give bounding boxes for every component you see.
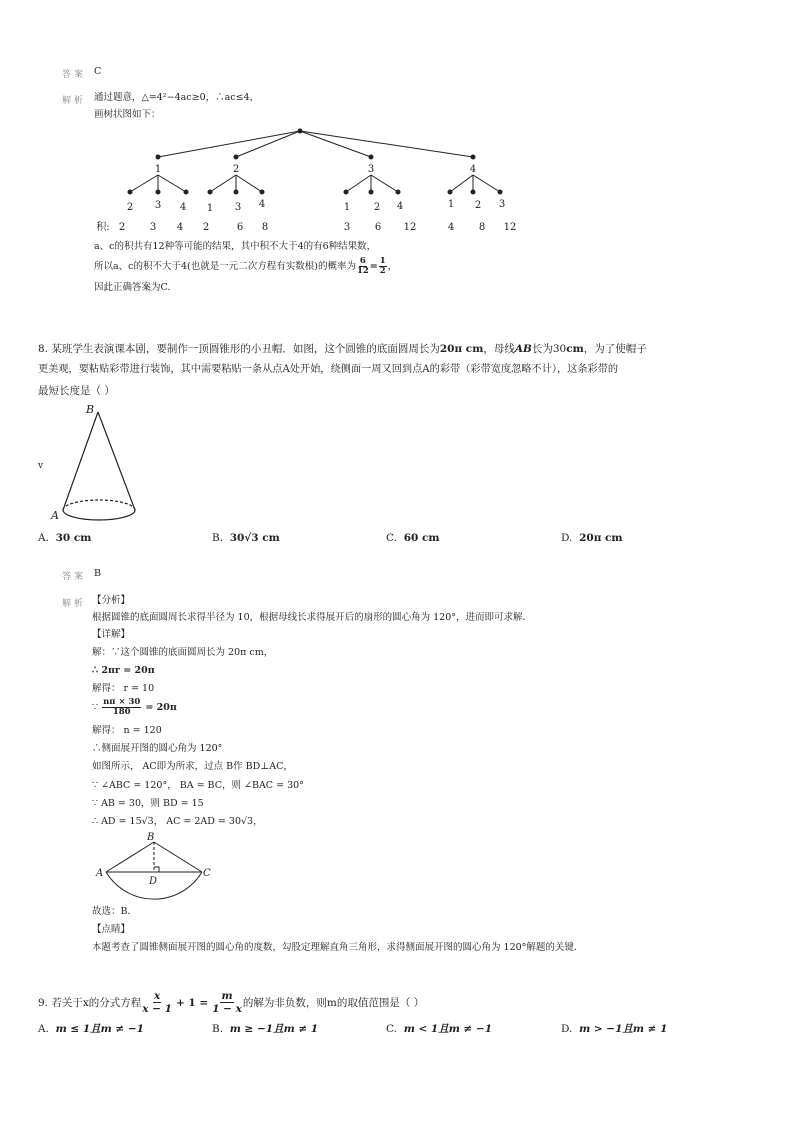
option-a[interactable]: A. 30 cm	[38, 532, 92, 544]
solution-line: ∴ 2πr = 20π	[92, 665, 155, 676]
tree-l2-node: 1	[343, 202, 351, 213]
option-a[interactable]: A. m ≤ 1且m ≠ −1	[38, 1023, 144, 1035]
option-b[interactable]: B. m ≥ −1且m ≠ 1	[212, 1023, 319, 1035]
tree-l2-node: 2	[474, 200, 482, 211]
option-c[interactable]: C. 60 cm	[386, 532, 440, 544]
solution-line: 根据圆锥的底面圆周长求得半径为 10，根据母线长求得展开后的扇形的圆心角为 120°，进而即可求解．	[92, 612, 533, 623]
probability-fraction-simplified: $\frac{1}{2}$	[379, 256, 386, 276]
product-value: 12	[503, 222, 517, 233]
question-9-suffix: 的解为非负数，则m的取值范围是（ ）	[242, 996, 425, 1009]
tree-l2-node: 3	[154, 200, 162, 211]
product-value: 4	[176, 222, 184, 233]
solution-line: ∴侧面展开图的圆心角为 120°	[92, 743, 223, 754]
analysis-probability-line	[94, 257, 397, 276]
tree-l1-node: 1	[154, 164, 162, 175]
product-value: 12	[403, 222, 417, 233]
product-value: 8	[478, 222, 486, 233]
cone-slant-left	[63, 412, 98, 510]
solution-line: 【详解】	[92, 629, 131, 640]
tree-l1-node: 3	[367, 164, 375, 175]
probability-text: 所以a、c的积不大于4(也就是一元二次方程有实数根)的概率为	[94, 260, 356, 272]
product-value: 4	[447, 222, 455, 233]
question-8-stem-line1: 8. 某班学生表演课本剧，要制作一顶圆锥形的小丑帽．如图，这个圆锥的底面圆周长为20π cm，母线AB长为30cm，为了使帽子	[38, 343, 647, 355]
fraction-x-over-x-minus-1: $\frac{x}{x - 1}$	[142, 990, 172, 1015]
fig-label-D: D	[149, 876, 158, 887]
solution-fraction-line	[92, 698, 177, 717]
analysis-line: 通过题意，△=4²−4ac≥0，∴ac≤4，	[94, 92, 260, 103]
tree-l2-node: 4	[179, 202, 187, 213]
punctuation: ，	[387, 260, 398, 272]
equation-middle: + 1 =	[175, 996, 209, 1009]
tree-l2-node: 1	[206, 203, 214, 214]
solution-line: ∵ ∠ABC = 120°， BA = BC，则 ∠BAC = 30°	[92, 780, 304, 791]
question-9-stem	[38, 990, 424, 1015]
option-d[interactable]: D. 20π cm	[561, 532, 623, 544]
right-angle-mark	[154, 867, 159, 872]
solution-line: ∴ AD = 15√3， AC = 2AD = 30√3，	[92, 816, 263, 827]
solution-line: 解得： r = 10	[92, 683, 155, 694]
fig-label-C: C	[203, 868, 211, 879]
solution-line: 解：∵这个圆锥的底面圆周长为 20π cm，	[92, 647, 274, 658]
side-mark: v	[38, 461, 44, 471]
tree-l2-node: 2	[373, 202, 381, 213]
analysis-line: a、c的积共有12种等可能的结果，其中积不大于4的有6种结果数，	[94, 241, 377, 252]
answer-label: 答案	[62, 572, 87, 582]
solution-line: 【点睛】	[92, 924, 131, 935]
solution-line: ∵ AB = 30，则 BD = 15	[92, 798, 204, 809]
fig-label-B: B	[147, 832, 155, 843]
probability-fraction: $\frac{6}{12}$	[356, 256, 369, 276]
cone-slant-right	[98, 412, 135, 510]
tree-l2-node: 2	[126, 202, 134, 213]
tree-l2-node: 1	[447, 199, 455, 210]
product-value: 3	[343, 222, 351, 233]
solution-line: 【分析】	[92, 595, 131, 606]
product-value: 2	[202, 222, 210, 233]
question-8-stem-line2: 更美观，要粘贴彩带进行装饰，其中需要粘贴一条从点A处开始，绕侧面一周又回到点A的彩带（彩带宽度忽略不计），这条彩带的	[38, 364, 619, 375]
fig-label-A: A	[96, 868, 104, 879]
fraction-rhs: = 20π	[145, 701, 177, 713]
solution-line: 解得： n = 120	[92, 725, 162, 736]
cone-figure	[48, 400, 158, 528]
product-value: 6	[374, 222, 382, 233]
answer-value: C	[94, 66, 102, 77]
tree-l1-node: 2	[232, 164, 240, 175]
answer-label: 答案	[62, 70, 87, 80]
tree-diagram	[90, 125, 540, 235]
sector-fraction: $\frac{n\pi \times 30}{180}$	[103, 697, 141, 717]
question-8-stem-line3: 最短长度是（ ）	[38, 385, 115, 397]
product-value: 2	[118, 222, 126, 233]
sector-radius-BC	[154, 842, 202, 872]
cone-base-front	[63, 510, 135, 520]
option-b[interactable]: B. 30√3 cm	[212, 532, 280, 544]
solution-line: 如图所示， AC即为所求，过点 B作 BD⊥AC，	[92, 761, 293, 772]
option-c[interactable]: C. m < 1且m ≠ −1	[386, 1023, 493, 1035]
solution-line: 故选：B．	[92, 906, 137, 917]
analysis-label: 解析	[62, 96, 87, 106]
equals-sign: =	[369, 260, 378, 272]
product-value: 3	[149, 222, 157, 233]
answer-value: B	[94, 568, 101, 579]
tree-l2-node: 3	[234, 202, 242, 213]
option-d[interactable]: D. m > −1且m ≠ 1	[561, 1023, 668, 1035]
solution-line: 本题考查了圆锥侧面展开图的圆心角的度数，勾股定理解直角三角形，求得侧面展开图的圆心角为 120°解题的关键．	[92, 942, 584, 953]
cone-label-A: A	[51, 509, 59, 522]
analysis-label: 解析	[62, 599, 87, 609]
product-label: 积:	[96, 222, 110, 233]
sector-radius-BA	[106, 842, 154, 872]
tree-l2-node: 4	[258, 199, 266, 210]
analysis-line: 画树状图如下：	[94, 109, 161, 120]
tree-l1-node: 4	[469, 164, 477, 175]
sector-figure	[92, 828, 222, 904]
question-9-prefix: 9. 若关于x的分式方程	[38, 996, 142, 1009]
cone-base-back	[63, 500, 135, 510]
tree-l2-node: 3	[498, 199, 506, 210]
fraction-m-over-1-minus-x: $\frac{m}{1 - x}$	[212, 990, 242, 1015]
product-value: 8	[261, 222, 269, 233]
cone-label-B: B	[86, 403, 95, 416]
because-symbol: ∵	[92, 701, 99, 713]
tree-l2-node: 4	[396, 201, 404, 212]
analysis-conclusion: 因此正确答案为C.	[94, 282, 171, 293]
product-value: 6	[236, 222, 244, 233]
